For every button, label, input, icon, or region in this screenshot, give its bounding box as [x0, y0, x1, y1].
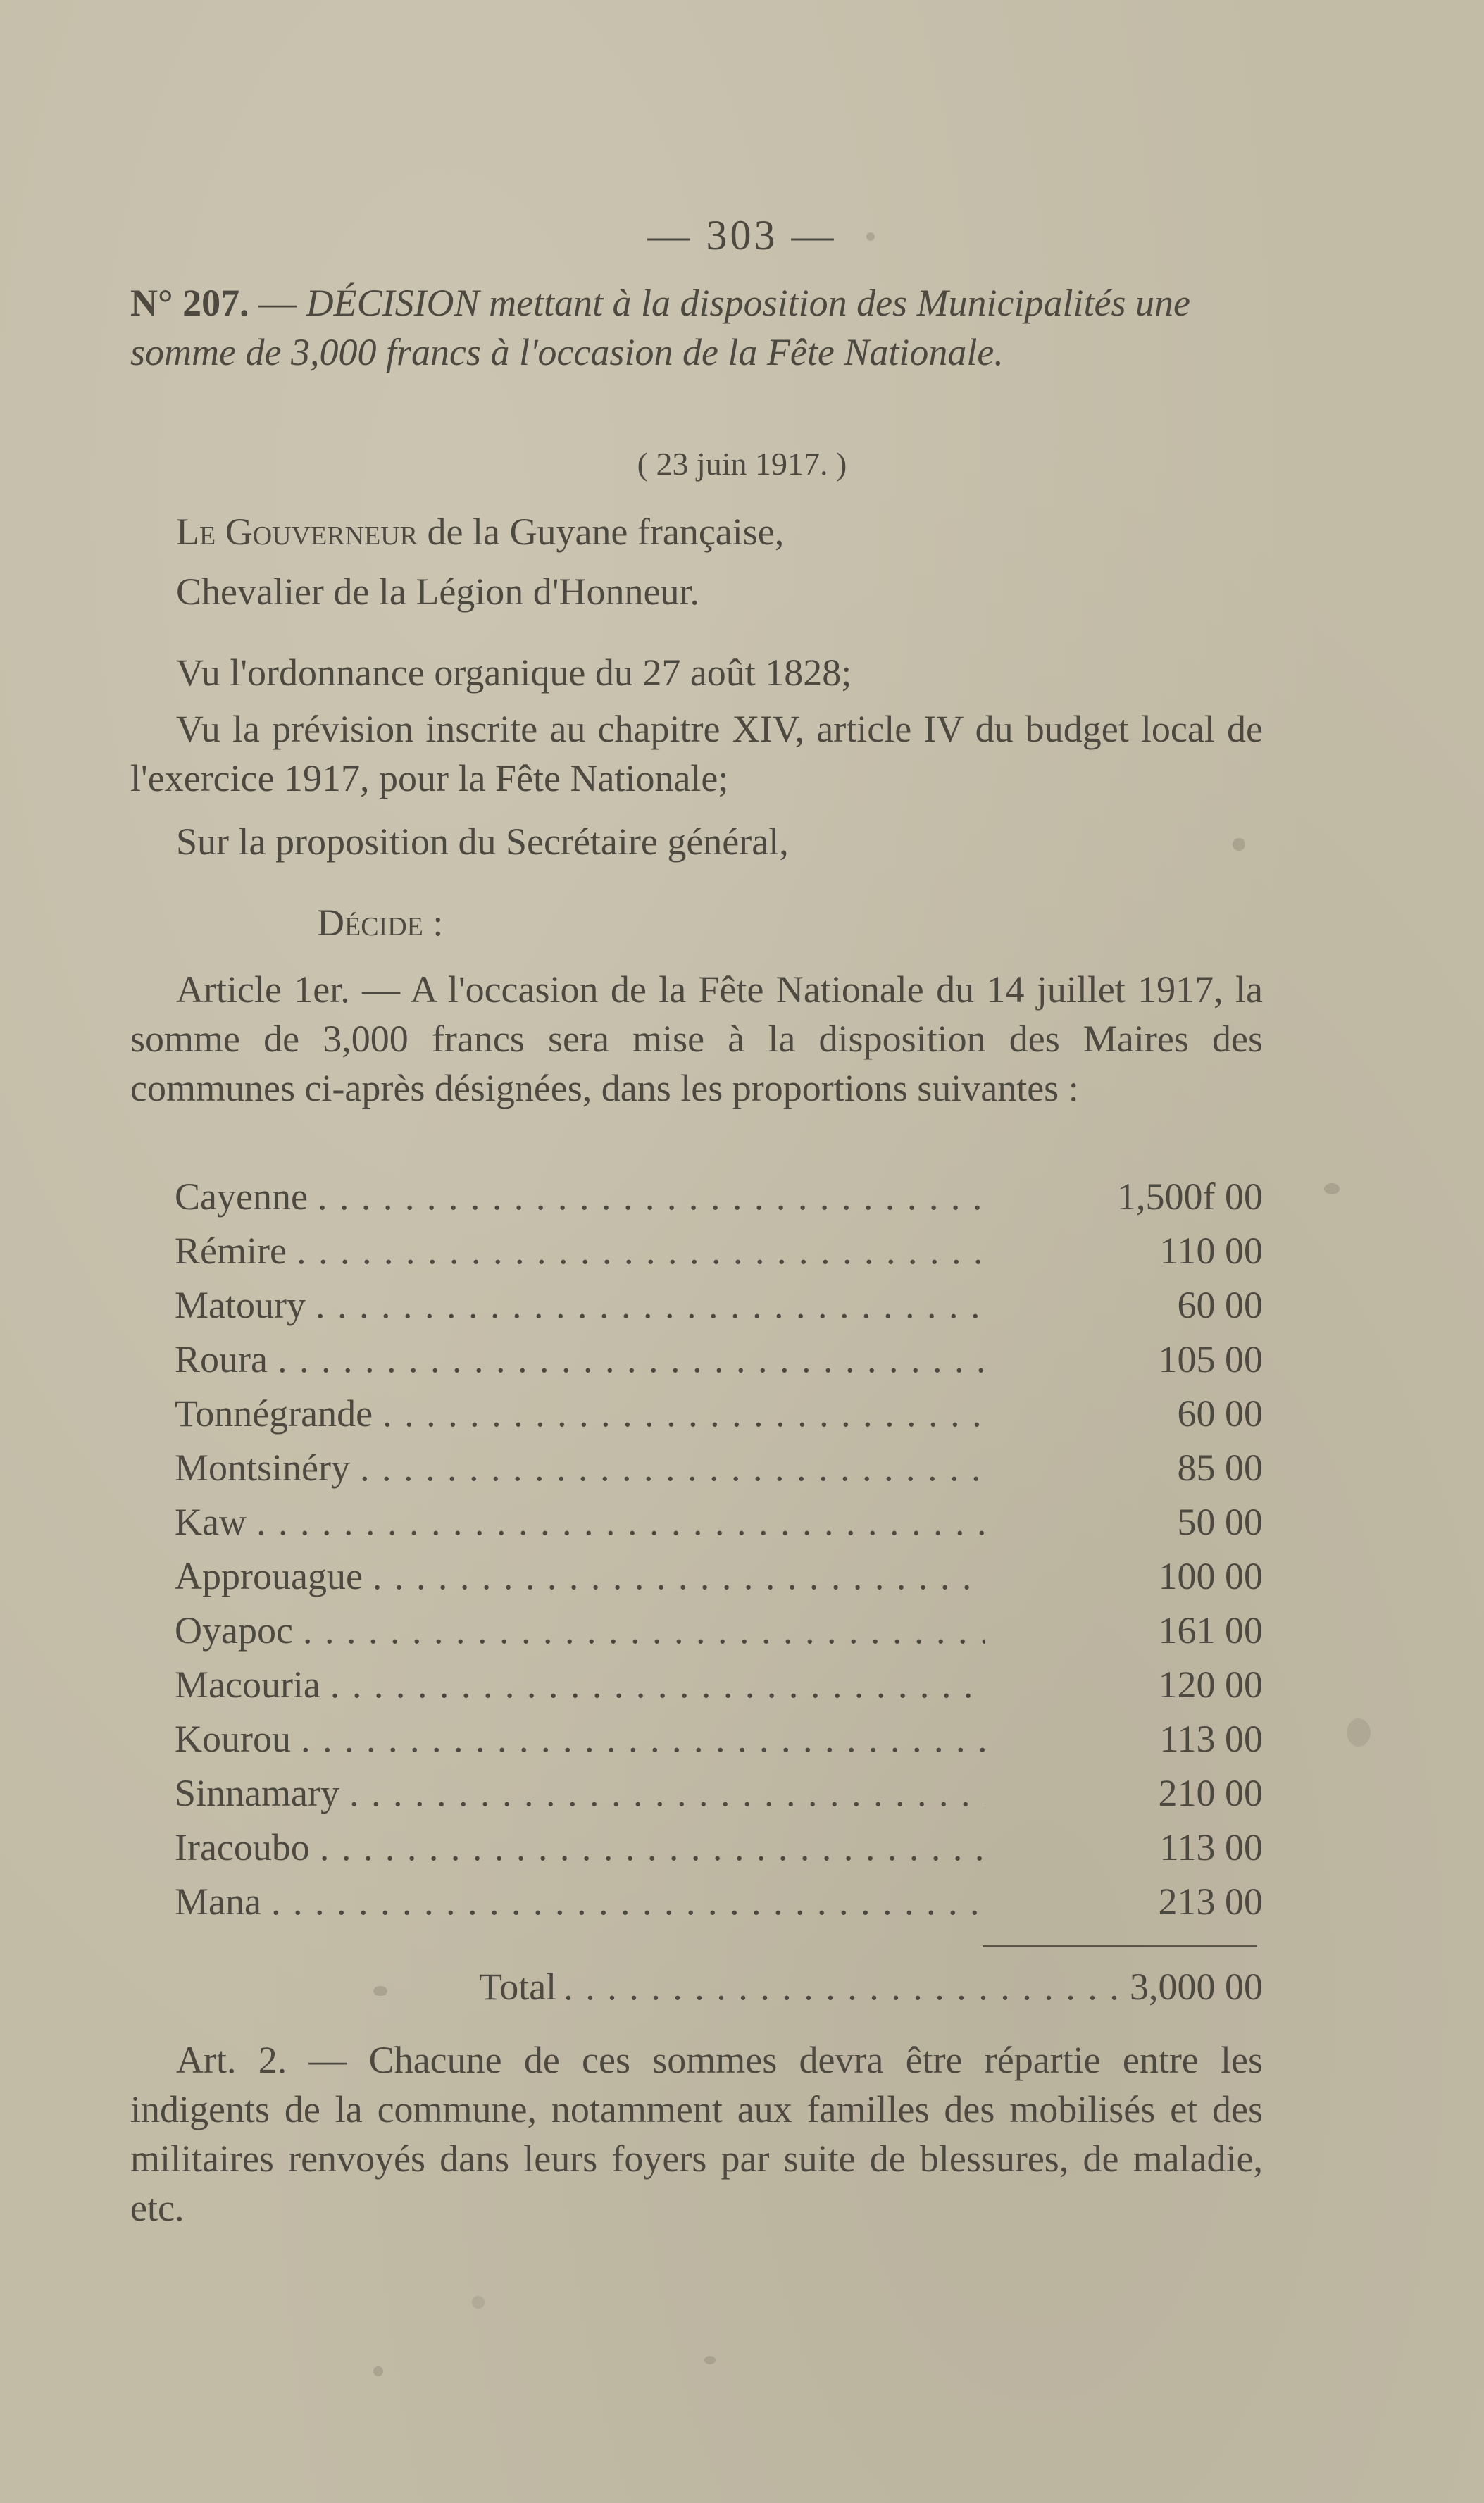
governor-territory: de la Guyane française, [427, 511, 785, 553]
commune-amount: 213 00 [1158, 1880, 1263, 1923]
commune-amount: 50 00 [1177, 1501, 1263, 1543]
leader-dots [320, 1825, 985, 1869]
total-row [479, 1965, 1263, 2007]
decision-date: ( 23 juin 1917. ) [637, 446, 847, 482]
commune-name: Tonnégrande [175, 1392, 373, 1435]
total-amount: 3,000 00 [1130, 1966, 1263, 2008]
paper-speck [1347, 1718, 1371, 1747]
paper-speck [704, 2356, 716, 2364]
leader-dots [271, 1880, 985, 1923]
commune-name: Kourou [175, 1718, 291, 1760]
article-2: Art. 2. — Chacune de ces sommes devra être répartie entre les indigents de la commune, notamment aux familles des mobilisés et des militaires renvoyés dans leurs foyers par suite de blessures, de maladie, etc. [130, 2039, 1263, 2229]
leader-dots [373, 1554, 985, 1598]
commune-amount: 110 00 [1159, 1230, 1263, 1272]
commune-name: Macouria [175, 1664, 320, 1706]
considerant-3: Sur la proposition du Secrétaire général, [176, 820, 789, 863]
leader-dots [303, 1609, 985, 1652]
allocation-row [175, 1500, 1263, 1542]
allocation-row [175, 1609, 1263, 1651]
commune-name: Roura [175, 1338, 268, 1380]
commune-amount: 85 00 [1177, 1447, 1263, 1489]
considerant-1: Vu l'ordonnance organique du 27 août 1828; [176, 651, 852, 694]
heading-dash: — [258, 282, 297, 324]
leader-dots [297, 1229, 985, 1273]
leader-dots [318, 1175, 985, 1218]
commune-amount: 161 00 [1158, 1609, 1263, 1652]
leader-dots [360, 1446, 985, 1490]
commune-name: Iracoubo [175, 1826, 310, 1868]
commune-name: Montsinéry [175, 1447, 350, 1489]
commune-amount: 100 00 [1158, 1555, 1263, 1597]
commune-amount: 1,500f 00 [1117, 1175, 1263, 1218]
commune-amount: 113 00 [1159, 1718, 1263, 1760]
leader-dots [349, 1771, 985, 1815]
decision-heading [130, 278, 1278, 377]
paper-speck [373, 1986, 387, 1996]
leader-dots [256, 1500, 985, 1544]
decision-number: N° 207. [130, 282, 249, 324]
paper-speck [1324, 1183, 1340, 1194]
page-number: — 303 — [647, 212, 837, 258]
allocation-row [175, 1392, 1263, 1434]
commune-name: Approuague [175, 1555, 363, 1597]
decision-title: DÉCISION mettant à la disposition des Municipalités une somme de 3,000 francs à l'occasion de la Fête Nationale. [130, 282, 1190, 373]
article-1: Article 1er. — A l'occasion de la Fête Nationale du 14 juillet 1917, la somme de 3,000 francs sera mise à la disposition des Maires des communes ci-après désignées, dans les proportions suivantes : [130, 968, 1263, 1109]
allocation-row [175, 1337, 1263, 1380]
governor-title: Le Gouverneur [176, 511, 418, 553]
commune-amount: 105 00 [1158, 1338, 1263, 1380]
leader-dots [563, 1965, 1123, 2009]
paper-speck [1233, 838, 1245, 851]
paper-speck [373, 2366, 383, 2376]
commune-name: Oyapoc [175, 1609, 293, 1652]
leader-dots [330, 1663, 985, 1706]
commune-name: Kaw [175, 1501, 247, 1543]
allocation-row [175, 1446, 1263, 1488]
leader-dots [278, 1337, 985, 1381]
commune-name: Matoury [175, 1284, 306, 1326]
allocation-row [175, 1283, 1263, 1325]
total-label: Total [479, 1966, 557, 2008]
commune-amount: 120 00 [1158, 1664, 1263, 1706]
allocation-row [175, 1663, 1263, 1705]
allocation-row [175, 1880, 1263, 1922]
allocation-row [175, 1717, 1263, 1759]
commune-amount: 60 00 [1177, 1284, 1263, 1326]
commune-amount: 60 00 [1177, 1392, 1263, 1435]
paper-speck [866, 232, 875, 241]
allocation-row [175, 1175, 1263, 1217]
commune-name: Cayenne [175, 1175, 308, 1218]
commune-name: Mana [175, 1880, 261, 1923]
paper-speck [472, 2296, 485, 2309]
governor-honor: Chevalier de la Légion d'Honneur. [176, 570, 700, 613]
governor-line [176, 507, 1303, 556]
sum-rule [983, 1945, 1257, 1947]
commune-amount: 210 00 [1158, 1772, 1263, 1814]
leader-dots [316, 1283, 985, 1327]
allocation-row [175, 1554, 1263, 1597]
commune-name: Sinnamary [175, 1772, 339, 1814]
allocation-row [175, 1771, 1263, 1814]
commune-name: Rémire [175, 1230, 287, 1272]
allocation-row [175, 1229, 1263, 1271]
leader-dots [301, 1717, 985, 1761]
leader-dots [382, 1392, 985, 1435]
allocation-row [175, 1825, 1263, 1868]
commune-amount: 113 00 [1159, 1826, 1263, 1868]
decide-heading: Décide : [317, 901, 444, 944]
considerant-2: Vu la prévision inscrite au chapitre XIV, article IV du budget local de l'exercice 1917, pour la Fête Nationale; [130, 708, 1263, 799]
